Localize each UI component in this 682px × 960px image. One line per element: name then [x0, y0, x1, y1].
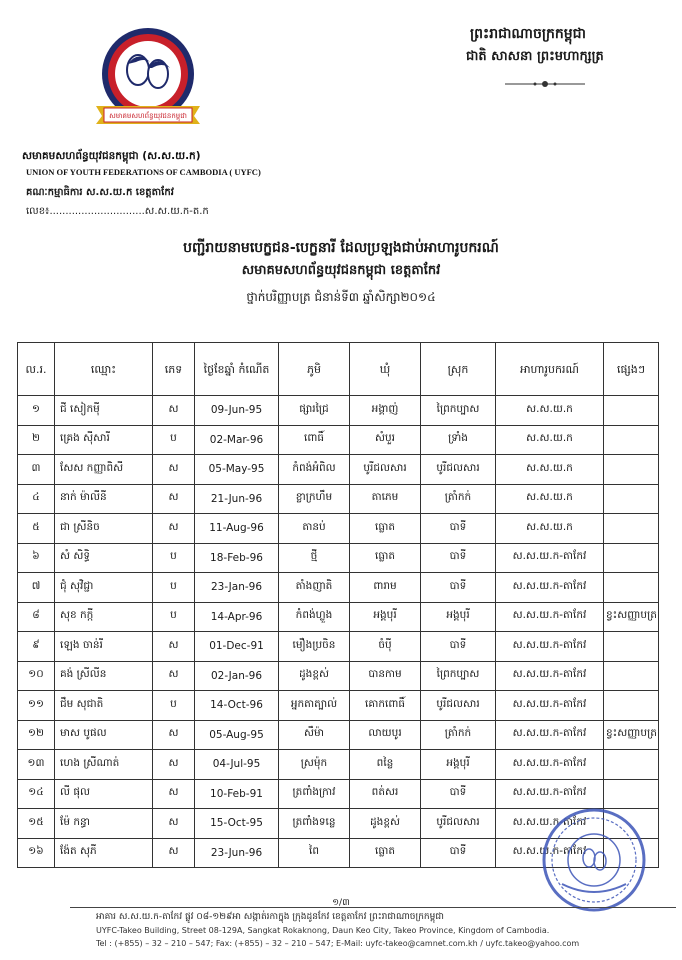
cell-district: បាទី: [421, 779, 496, 809]
cell-district: បូរីជលសារ: [421, 455, 496, 485]
footer-address-km: អាគារ ស.ស.យ.ក-តាកែវ ផ្លូវ ០៨-១២៩អា សង្កាត់រកាក្នុង ក្រុងដូនកែវ ខេត្តតាកែវ ព្រះរាជាណាចក្រកម្ពុជា: [96, 912, 444, 922]
cell-scholarship: ស.ស.យ.ក-តាកែវ: [496, 779, 604, 809]
cell-district: ត្រាំកក់: [421, 484, 496, 514]
cell-name: សំ សិទ្ធិ: [55, 543, 153, 573]
kingdom-heading: ព្រះរាជាណាចក្រកម្ពុជា: [470, 26, 587, 42]
table-row: [18, 455, 659, 485]
cell-name: ហេង ស្រីណាត់: [55, 750, 153, 780]
cell-number: ១៣: [18, 750, 55, 780]
cell-notes: ខ្វះសញ្ញាបត្រ: [604, 720, 659, 750]
table-row: [18, 661, 659, 691]
cell-scholarship: ស.ស.យ.ក-តាកែវ: [496, 809, 604, 839]
cell-commune: គោកពោធិ៍: [350, 691, 421, 721]
cell-notes: [604, 514, 659, 544]
table-row: [18, 543, 659, 573]
header-village: ភូមិ: [279, 343, 350, 396]
cell-number: ៨: [18, 602, 55, 632]
cell-scholarship: ស.ស.យ.ក: [496, 425, 604, 455]
cell-commune: បានកាម: [350, 661, 421, 691]
cell-sex: ប: [153, 602, 195, 632]
cell-name: គង់ ស្រីលីន: [55, 661, 153, 691]
cell-village: ត្រពាំងក្រាវ: [279, 779, 350, 809]
cell-notes: [604, 779, 659, 809]
cell-commune: តាភេម: [350, 484, 421, 514]
cell-village: ផ្សារជ្រៃ: [279, 396, 350, 426]
org-name-km: សមាគមសហព័ន្ធយុវជនកម្ពុជា (ស.ស.យ.ក): [22, 150, 201, 162]
cell-notes: [604, 632, 659, 662]
cell-birthdate: 15-Oct-95: [195, 809, 279, 839]
cell-name: ជា ស្រីនិច: [55, 514, 153, 544]
cell-notes: [604, 543, 659, 573]
cell-name: ជុំ សុវិជ្ជា: [55, 573, 153, 603]
cell-commune: ចំប៉ី: [350, 632, 421, 662]
cell-sex: ស: [153, 779, 195, 809]
table-row: [18, 632, 659, 662]
logo-banner-text: សមាគមសហព័ន្ធយុវជនកម្ពុជា: [109, 112, 187, 120]
cell-commune: ធ្លោត: [350, 838, 421, 868]
cell-district: ព្រៃកប្បាស: [421, 661, 496, 691]
cell-commune: លាយបូរ: [350, 720, 421, 750]
cell-name: គ្រេង ស៊ីសារី: [55, 425, 153, 455]
cell-district: ទ្រាំង: [421, 425, 496, 455]
header-number: ល.រ.: [18, 343, 55, 396]
table-header-row: [18, 343, 659, 396]
cell-notes: [604, 691, 659, 721]
document-title: បញ្ជីរាយនាមបេក្ខជន-បេក្ខនារី ដែលប្រឡងជាប់អាហារូបករណ៍: [183, 240, 499, 256]
cell-village: មឿងប្រចិន: [279, 632, 350, 662]
table-row: [18, 602, 659, 632]
cell-district: បូរីជលសារ: [421, 809, 496, 839]
cell-village: តានប់: [279, 514, 350, 544]
table-row: [18, 779, 659, 809]
header-district: ស្រុក: [421, 343, 496, 396]
cell-district: បូរីជលសារ: [421, 691, 496, 721]
cell-name: ឡេង ចាន់រី: [55, 632, 153, 662]
cell-birthdate: 14-Oct-96: [195, 691, 279, 721]
cell-sex: ស: [153, 838, 195, 868]
header-birthdate: ថ្ងៃខែឆ្នាំ កំណើត: [195, 343, 279, 396]
cell-sex: ស: [153, 514, 195, 544]
cell-birthdate: 05-May-95: [195, 455, 279, 485]
committee-name: គណៈកម្មាធិការ ស.ស.យ.ក ខេត្តតាកែវ: [26, 187, 174, 198]
cell-commune: ធ្លោត: [350, 514, 421, 544]
page-number: ១/៣: [332, 898, 350, 908]
cell-number: ១១: [18, 691, 55, 721]
cell-village: ដូងខ្ពស់: [279, 661, 350, 691]
cell-notes: [604, 484, 659, 514]
cell-notes: [604, 455, 659, 485]
cell-sex: ស: [153, 484, 195, 514]
cell-village: កំពង់ហ្លួង: [279, 602, 350, 632]
cell-notes: [604, 425, 659, 455]
cell-sex: ស: [153, 455, 195, 485]
cell-notes: ខ្វះសញ្ញាបត្រ: [604, 602, 659, 632]
cell-scholarship: ស.ស.យ.ក-តាកែវ: [496, 720, 604, 750]
header-commune: ឃុំ: [350, 343, 421, 396]
cell-district: បាទី: [421, 543, 496, 573]
cell-birthdate: 14-Apr-96: [195, 602, 279, 632]
cell-birthdate: 05-Aug-95: [195, 720, 279, 750]
cell-village: ពៃ: [279, 838, 350, 868]
cell-notes: [604, 661, 659, 691]
cell-scholarship: ស.ស.យ.ក-តាកែវ: [496, 602, 604, 632]
cell-number: ១២: [18, 720, 55, 750]
cell-commune: ដូងខ្ពស់: [350, 809, 421, 839]
cell-number: ៧: [18, 573, 55, 603]
cell-name: ម៉ែ កន្ធា: [55, 809, 153, 839]
cell-sex: ប: [153, 425, 195, 455]
cell-district: បាទី: [421, 632, 496, 662]
cell-sex: ប: [153, 573, 195, 603]
cell-district: បាទី: [421, 838, 496, 868]
document-subtitle-level: ថ្នាក់បរិញ្ញាបត្រ ជំនាន់ទី៣ ឆ្នាំសិក្សា២០១៤: [246, 290, 436, 304]
header-sex: ភេទ: [153, 343, 195, 396]
cell-birthdate: 02-Jan-96: [195, 661, 279, 691]
cell-scholarship: ស.ស.យ.ក-តាកែវ: [496, 691, 604, 721]
cell-number: ១០: [18, 661, 55, 691]
cell-number: ៦: [18, 543, 55, 573]
cell-scholarship: ស.ស.យ.ក: [496, 455, 604, 485]
cell-number: ១: [18, 396, 55, 426]
cell-commune: សំបួរ: [350, 425, 421, 455]
cell-birthdate: 21-Jun-96: [195, 484, 279, 514]
cell-commune: អង្គាញ់: [350, 396, 421, 426]
cell-number: ៤: [18, 484, 55, 514]
cell-village: តាំងញាតិ: [279, 573, 350, 603]
cell-birthdate: 23-Jun-96: [195, 838, 279, 868]
cell-commune: បូរីជលសារ: [350, 455, 421, 485]
cell-sex: ស: [153, 632, 195, 662]
org-name-en: UNION OF YOUTH FEDERATIONS OF CAMBODIA ( UYFC): [26, 167, 261, 177]
cell-village: ពោធិ៍: [279, 425, 350, 455]
cell-village: ត្រពាំងទន្លេ: [279, 809, 350, 839]
table-row: [18, 396, 659, 426]
document-subtitle: សមាគមសហព័ន្ធយុវជនកម្ពុជា ខេត្តតាកែវ: [241, 263, 441, 278]
cell-sex: ប: [153, 543, 195, 573]
cell-village: ខ្លាក្រហឹម: [279, 484, 350, 514]
cell-name: លី ផុល: [55, 779, 153, 809]
cell-commune: ពន្លៃ: [350, 750, 421, 780]
cell-name: ជី សៀកម៉ី: [55, 396, 153, 426]
cell-birthdate: 01-Dec-91: [195, 632, 279, 662]
cell-scholarship: ស.ស.យ.ក: [496, 396, 604, 426]
cell-name: សុខ កក្កី: [55, 602, 153, 632]
cell-birthdate: 04-Jul-95: [195, 750, 279, 780]
scholarship-roster-table: [17, 342, 659, 868]
cell-name: សែស កញ្ញាពិសី: [55, 455, 153, 485]
cell-village: ស្រម៉ុក: [279, 750, 350, 780]
cell-number: ១៤: [18, 779, 55, 809]
cell-scholarship: ស.ស.យ.ក-តាកែវ: [496, 750, 604, 780]
cell-district: អង្គបុរី: [421, 750, 496, 780]
cell-sex: ស: [153, 809, 195, 839]
table-row: [18, 573, 659, 603]
cell-notes: [604, 750, 659, 780]
document-number: លេខ៖..............................ស.ស.យ.ក-ត.ក: [26, 206, 209, 217]
cell-sex: ស: [153, 720, 195, 750]
cell-district: ព្រៃកប្បាស: [421, 396, 496, 426]
cell-number: ១៦: [18, 838, 55, 868]
cell-sex: ប: [153, 691, 195, 721]
cell-birthdate: 23-Jan-96: [195, 573, 279, 603]
cell-village: ថ្មី: [279, 543, 350, 573]
cell-scholarship: ស.ស.យ.ក: [496, 484, 604, 514]
table-row: [18, 484, 659, 514]
cell-village: កំពង់អំពិល: [279, 455, 350, 485]
footer-contact: Tel : (+855) – 32 – 210 – 547; Fax: (+855) – 32 – 210 – 547; E-Mail: uyfc-takeo@camnet.com.kh / uyfc.takeo@yahoo.com: [96, 939, 580, 948]
cell-district: បាទី: [421, 514, 496, 544]
cell-name: នាក់ ម៉ាលីនី: [55, 484, 153, 514]
cell-commune: អង្គបុរី: [350, 602, 421, 632]
cell-birthdate: 11-Aug-96: [195, 514, 279, 544]
table-row: [18, 514, 659, 544]
cell-name: ង៉ែត សុភី: [55, 838, 153, 868]
ornament-divider-icon: [505, 78, 585, 90]
cell-notes: [604, 396, 659, 426]
cell-name: មាស បូផល: [55, 720, 153, 750]
footer-divider: [70, 907, 676, 908]
table-row: [18, 691, 659, 721]
cell-scholarship: ស.ស.យ.ក-តាកែវ: [496, 632, 604, 662]
cell-sex: ស: [153, 396, 195, 426]
cell-district: បាទី: [421, 573, 496, 603]
cell-commune: ពត់សរ: [350, 779, 421, 809]
cell-number: ២: [18, 425, 55, 455]
cell-notes: [604, 573, 659, 603]
cell-birthdate: 09-Jun-95: [195, 396, 279, 426]
cell-scholarship: ស.ស.យ.ក-តាកែវ: [496, 838, 604, 868]
uyfc-logo: [88, 24, 208, 134]
cell-commune: ធ្លោត: [350, 543, 421, 573]
cell-scholarship: ស.ស.យ.ក-តាកែវ: [496, 661, 604, 691]
cell-birthdate: 10-Feb-91: [195, 779, 279, 809]
national-motto: ជាតិ សាសនា ព្រះមហាក្សត្រ: [466, 49, 604, 64]
table-row: [18, 750, 659, 780]
header-notes: ផ្សេងៗ: [604, 343, 659, 396]
cell-village: អ្នកតាត្បាល់: [279, 691, 350, 721]
cell-scholarship: ស.ស.យ.ក-តាកែវ: [496, 543, 604, 573]
cell-number: ៥: [18, 514, 55, 544]
table-row: [18, 425, 659, 455]
cell-scholarship: ស.ស.យ.ក-តាកែវ: [496, 573, 604, 603]
table-row: [18, 720, 659, 750]
cell-district: ត្រាំកក់: [421, 720, 496, 750]
cell-name: ជឹម សុជាតិ: [55, 691, 153, 721]
cell-sex: ស: [153, 661, 195, 691]
cell-scholarship: ស.ស.យ.ក: [496, 514, 604, 544]
cell-village: សឹម៉ា: [279, 720, 350, 750]
cell-birthdate: 18-Feb-96: [195, 543, 279, 573]
cell-birthdate: 02-Mar-96: [195, 425, 279, 455]
header-name: ឈ្មោះ: [55, 343, 153, 396]
cell-number: ៩: [18, 632, 55, 662]
cell-sex: ស: [153, 750, 195, 780]
header-scholarship: អាហារូបករណ៍: [496, 343, 604, 396]
footer-address-en: UYFC-Takeo Building, Street 08-129A, Sangkat Rokaknong, Daun Keo City, Takeo Province, Kingdom of Cambodia.: [96, 926, 550, 935]
cell-district: អង្គបុរី: [421, 602, 496, 632]
cell-number: ៣: [18, 455, 55, 485]
cell-commune: ពារាម: [350, 573, 421, 603]
cell-number: ១៥: [18, 809, 55, 839]
